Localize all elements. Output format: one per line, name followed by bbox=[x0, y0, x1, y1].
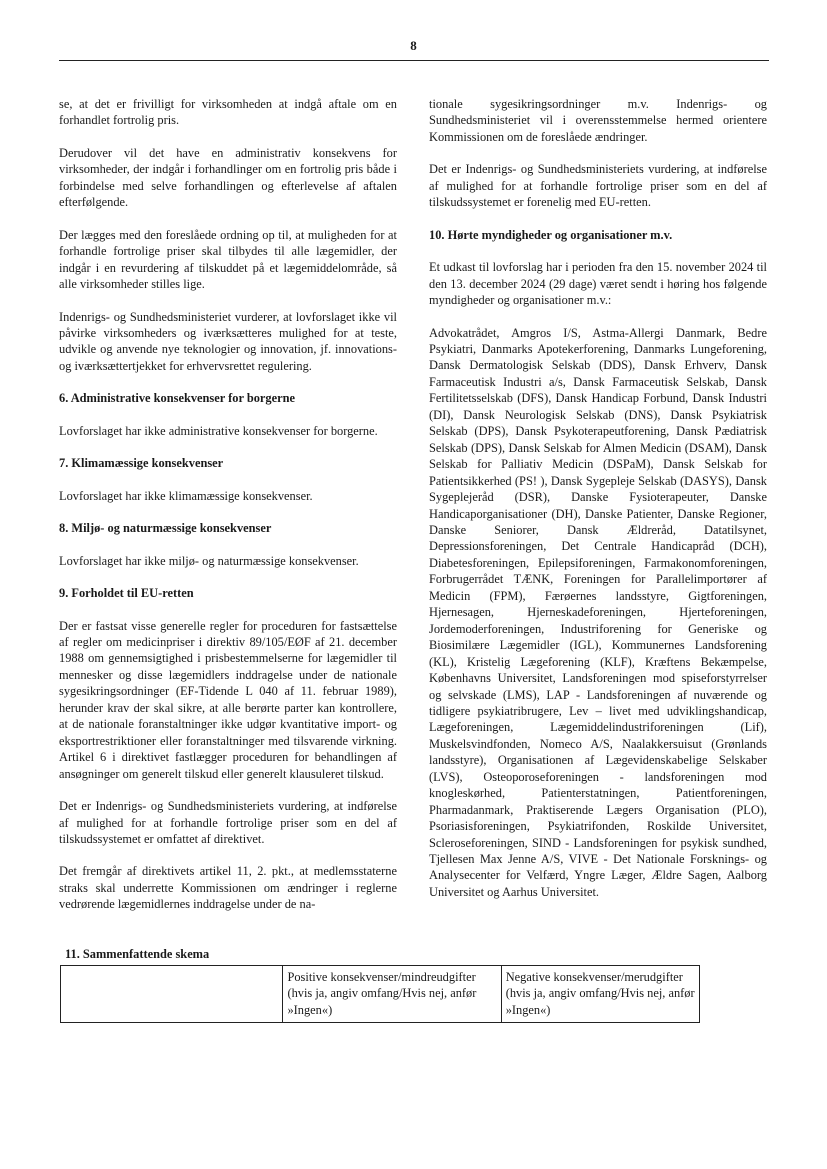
paragraph: se, at det er frivilligt for virksomheden at indgå aftale om en forhandlet fortrolig pris. bbox=[59, 97, 397, 128]
table-row bbox=[61, 966, 700, 1023]
paragraph: Derudover vil det have en administrativ konsekvens for virksomheder, der indgår i forhandlinger om en fortrolig pris både i forbindelse med selve forhandlingen og efterlevelse af aftalen efterfølgende. bbox=[59, 145, 397, 210]
left-column bbox=[59, 96, 397, 929]
paragraph: tionale sygesikringsordninger m.v. Indenrigs- og Sundhedsministeriet vil i overensstemmelse hermed orientere Kommissionen om de foreslåede ændringer. bbox=[429, 97, 767, 144]
paragraph: Der lægges med den foreslåede ordning op til, at muligheden for at forhandle fortrolige priser skal tilbydes til alle lægemidler, der indgår i en revurdering af tilskuddet på et lægemiddelområde, så alle virksomheder stilles lige. bbox=[59, 227, 397, 292]
header-rule bbox=[59, 60, 769, 61]
paragraph: Det er Indenrigs- og Sundhedsministeriets vurdering, at indførelse af mulighed for at forhandle fortrolige priser som en del af tilskudssystemet er forenelig med EU-retten. bbox=[429, 162, 767, 210]
section-heading: 10. Hørte myndigheder og organisationer m.v. bbox=[429, 227, 673, 242]
paragraph: Lovforslaget har ikke administrative konsekvenser for borgerne. bbox=[59, 423, 378, 438]
table-header-negative: Negative konsekvenser/merudgifter (hvis ja, angiv omfang/Hvis nej, anfør »Ingen«) bbox=[501, 966, 699, 1023]
consulted-organisations-list: Advokatrådet, Amgros I/S, Astma-Allergi Danmark, Bedre Psykiatri, Danmarks Apotekerforening, Danmarks Lungeforening, Dansk Dermatologisk Selskab (DDS), Dansk Erhverv, Dansk Farmaceutisk Industri a/s, Dansk Farmaceutisk Selskab, Dansk Fertilitetsselskab (DFS), Dansk Handicap Forbund, Dansk Industri (DI), Dansk Neurologisk Selskab (DNS), Dansk Psykiatrisk Selskab (DPS), Dansk Psykoterapeutforening, Dansk Pædiatrisk Selskab (DPS), Dansk Selskab for Almen Medicin (DSAM), Dansk Selskab for Palliativ Medicin (DSPaM), Dansk Selskab for Patientsikkerhed (PS! ), Dansk Sygepleje Selskab (DASYS), Dansk Sygeplejeråd (DSR), Danske Fysioterapeuter, Danske Handicaporganisationer (DH), Danske Patienter, Danske Regioner, Danske Seniorer, Dansk Ældreråd, Datatilsynet, Depressionsforeningen, Det Centrale Handicapråd (DCH), Diabetesforeningen, Epilepsiforeningen, Farmakonomforeningen, Forbrugerrådet TÆNK, Foreningen for Parallelimportører af Medicin (FPM), Færøernes landsstyre, Gigtforeningen, Hjernesagen, Hjerneskadeforeningen, Hjerteforeningen, Jordemoderforeningen, Industriforening for Generiske og Biosimilære Lægemidler (IGL), Kommunernes Landsforening (KL), Kristelig Lægeforening (KLF), Kræftens Bekæmpelse, Københavns Universitet, Landsforeningen mod spiseforstyrrelser og selvskade (LMS), LAP - Landsforeningen af nuværende og tidligere psykiatribrugere, Lev – livet med udviklingshandicap, Lægeforeningen, Lægemiddelindustriforeningen (Lif), Muskelsvindfonden, Nomeco A/S, Naalakkersuisut (Grønlands landsstyre), Organisationen af Lægevidenskabelige Selskaber (LVS), Osteoporoseforeningen - landsforeningen mod knogleskørhed, Patienterstatningen, Patientforeningen, Pharmadanmark, Praktiserende Lægers Organisation (PLO), Psoriasisforeningen, Psykiatrifonden, Roskilde Universitet, Scleroseforeningen, SIND - Landsforeningen for psykisk sundhed, Tjellesen Max Jenne A/S, VIVE - Det Nationale Forsknings- og Analysecenter for Velfærd, Yngre Læger, Ældre Sagen, Aalborg Universitet og Aarhus Universitet. bbox=[429, 325, 767, 899]
paragraph: Et udkast til lovforslag har i perioden fra den 15. november 2024 til den 13. december 2024 (29 dage) været sendt i høring hos følgende myndigheder og organisationer m.v.: bbox=[429, 260, 767, 308]
paragraph: Det er Indenrigs- og Sundhedsministeriets vurdering, at indførelse af mulighed for at forhandle fortrolige priser som en del af tilskudssystemet er omfattet af direktivet. bbox=[59, 799, 397, 846]
paragraph: Lovforslaget har ikke miljø- og naturmæssige konsekvenser. bbox=[59, 553, 359, 568]
paragraph: Der er fastsat visse generelle regler for proceduren for fastsættelse af regler om medicinpriser i direktiv 89/105/EØF af 21. december 1988 om gennemsigtighed i prisbestemmelserne for lægemidler til mennesker og disse lægemidlers inddragelse under de nationale sygesikringsordninger (EF-Tidende L 040 af 11. februar 1989), herunder krav der skal sikre, at alle berørte parter kan kontrollere, at de nationale foranstaltninger ikke udgør kvantitative import- og eksportrestriktioner eller foranstaltninger med tilsvarende virkning. Artikel 6 i direktivet fastlægger proceduren for behandlingen af ansøgninger om generelt tilskud eller generelt klausuleret tilskud. bbox=[59, 618, 397, 781]
table-header-positive: Positive konsekvenser/mindreudgifter (hvis ja, angiv omfang/Hvis nej, anfør »Ingen«) bbox=[283, 966, 501, 1023]
summary-table bbox=[60, 965, 700, 1023]
page-number: 8 bbox=[410, 38, 417, 53]
section-heading: 6. Administrative konsekvenser for borgerne bbox=[59, 391, 295, 406]
section-heading: 7. Klimamæssige konsekvenser bbox=[59, 456, 224, 471]
paragraph: Lovforslaget har ikke klimamæssige konsekvenser. bbox=[59, 488, 313, 503]
summary-heading: 11. Sammenfattende skema bbox=[65, 947, 210, 961]
section-heading: 8. Miljø- og naturmæssige konsekvenser bbox=[59, 521, 272, 536]
right-column bbox=[429, 96, 767, 916]
paragraph: Indenrigs- og Sundhedsministeriet vurderer, at lovforslaget ikke vil påvirke virksomheders og iværksætteres mulighed for at teste, udvikle og anvende nye teknologier og innovation, jf. innovations- og iværksættertjekket for erhvervsrettet regulering. bbox=[59, 309, 397, 373]
table-cell-empty bbox=[61, 966, 283, 1023]
section-heading: 9. Forholdet til EU-retten bbox=[59, 586, 194, 601]
paragraph: Det fremgår af direktivets artikel 11, 2. pkt., at medlemsstaterne straks skal underrette Kommissionen om ændringer i reglerne vedrørende lægemidlernes inddragelse under de na- bbox=[59, 864, 397, 912]
